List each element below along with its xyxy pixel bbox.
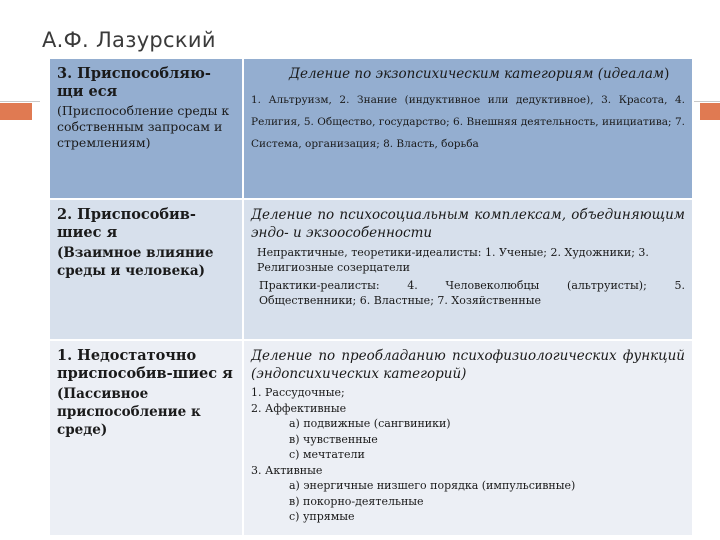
row-label-cell [49, 199, 243, 340]
table-row [49, 58, 693, 199]
slide-title: А.Ф. Лазурский [42, 28, 216, 52]
row-label-cell [49, 58, 243, 199]
row-line: Непрактичные, теоретики-идеалисты: 1. Ученые; 2. Художники; 3. Религиозные созерцатели [257, 246, 649, 274]
list-item: в) чувственные [289, 432, 378, 446]
list-item: с) упрямые [289, 510, 355, 523]
row-heading: Деление по психосоциальным комплексам, объединяющим эндо- и экзоособенности [251, 207, 685, 241]
list-item: 3. Активные [251, 463, 323, 477]
table-row [49, 199, 693, 340]
list-item: в) покорно-деятельные [289, 494, 424, 508]
row-label-sub: (Пассивное приспособление к среде) [57, 386, 201, 438]
types-table [48, 57, 694, 537]
row-line: Практики-реалисты: 4. Человеколюбцы (альтруисты); 5. Общественники; 6. Властные; 7. Хозяйственные [259, 279, 685, 307]
row-content-cell [243, 340, 693, 536]
row-list [251, 385, 685, 525]
row-label-sub: (Приспособление среды к собственным запросам и стремлениям) [57, 103, 230, 150]
list-item: с) мечтатели [289, 448, 365, 461]
list-item: 2. Аффективные [251, 401, 347, 415]
list-item: а) подвижные (сангвиники) [289, 417, 451, 430]
accent-bar-right [700, 103, 720, 120]
accent-bar-left [0, 103, 32, 120]
row-label: 1. Недостаточно приспособив-шиес я [57, 347, 233, 382]
row-label-sub: (Взаимное влияние среды и человека) [57, 245, 214, 279]
divider-left [0, 101, 40, 102]
row-content-cell [243, 58, 693, 199]
list-item: а) энергичные низшего порядка (импульсивные) [289, 479, 576, 492]
row-label: 2. Приспособив-шиес я [57, 206, 196, 241]
divider-right [694, 101, 720, 102]
row-label-cell [49, 340, 243, 536]
row-label: 3. Приспособляю-щи еся [57, 65, 211, 100]
table-row [49, 340, 693, 536]
row-heading: Деление по преобладанию психофизиологических функций (эндопсихических категорий) [251, 348, 685, 382]
row-body: 1. Альтруизм, 2. Знание (индуктивное или дедуктивное), 3. Красота, 4. Религия, 5. Общество, государство; 6. Внешняя деятельность, инициатива; 7. Система, организация; 8. Власть, борьба [251, 94, 685, 150]
row-heading: Деление по экзопсихическим категориям (идеалам) [289, 66, 670, 82]
row-content-cell [243, 199, 693, 340]
list-item: 1. Рассудочные; [251, 386, 345, 399]
